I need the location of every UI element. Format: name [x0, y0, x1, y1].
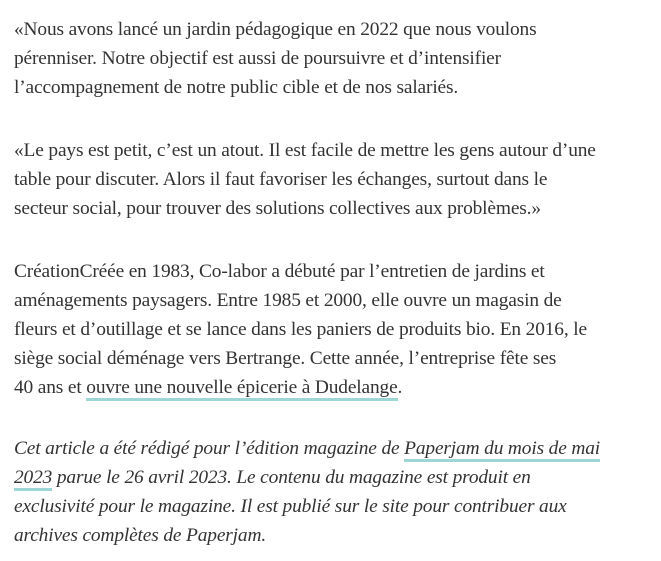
text-line: CréationCréée en 1983, Co-labor a débuté par l’entretien de jardins et — [14, 261, 545, 282]
editorial-note-paragraph — [14, 434, 654, 550]
text-line-with-link — [14, 463, 654, 492]
text-fragment: 40 ans et — [14, 377, 87, 398]
text-line: l’accompagnement de notre public cible et de nos salariés. — [14, 77, 459, 98]
paperjam-issue-link-continued[interactable]: 2023 — [14, 467, 52, 491]
text-fragment: Cet article a été rédigé pour l’édition magazine de — [14, 438, 405, 459]
text-fragment: parue le 26 avril 2023. Le contenu du magazine est produit en — [52, 467, 531, 488]
epicerie-dudelange-link[interactable]: ouvre une nouvelle épicerie à Dudelange — [86, 377, 397, 401]
text-line: aménagements paysagers. Entre 1985 et 2000, elle ouvre un magasin de — [14, 290, 562, 311]
text-line: secteur social, pour trouver des solutions collectives aux problèmes.» — [14, 198, 541, 219]
text-line: siège social déménage vers Bertrange. Cette année, l’entreprise fête ses — [14, 348, 557, 369]
text-line: table pour discuter. Alors il faut favoriser les échanges, surtout dans le — [14, 169, 548, 190]
text-line: archives complètes de Paperjam. — [14, 525, 267, 546]
text-line: «Nous avons lancé un jardin pédagogique en 2022 que nous voulons — [14, 19, 537, 40]
history-paragraph — [14, 257, 654, 402]
text-line: fleurs et d’outillage et se lance dans les paniers de produits bio. En 2016, le — [14, 319, 587, 340]
text-line-with-link — [14, 373, 654, 402]
quote-paragraph-garden — [14, 15, 654, 102]
text-line-with-link — [14, 434, 654, 463]
paperjam-issue-link[interactable]: Paperjam du mois de mai — [404, 438, 600, 462]
text-line: pérenniser. Notre objectif est aussi de poursuivre et d’intensifier — [14, 48, 501, 69]
quote-paragraph-country — [14, 136, 654, 223]
text-fragment: . — [397, 377, 403, 398]
text-line: «Le pays est petit, c’est un atout. Il est facile de mettre les gens autour d’une — [14, 140, 596, 161]
text-line: exclusivité pour le magazine. Il est publié sur le site pour contribuer aux — [14, 496, 567, 517]
